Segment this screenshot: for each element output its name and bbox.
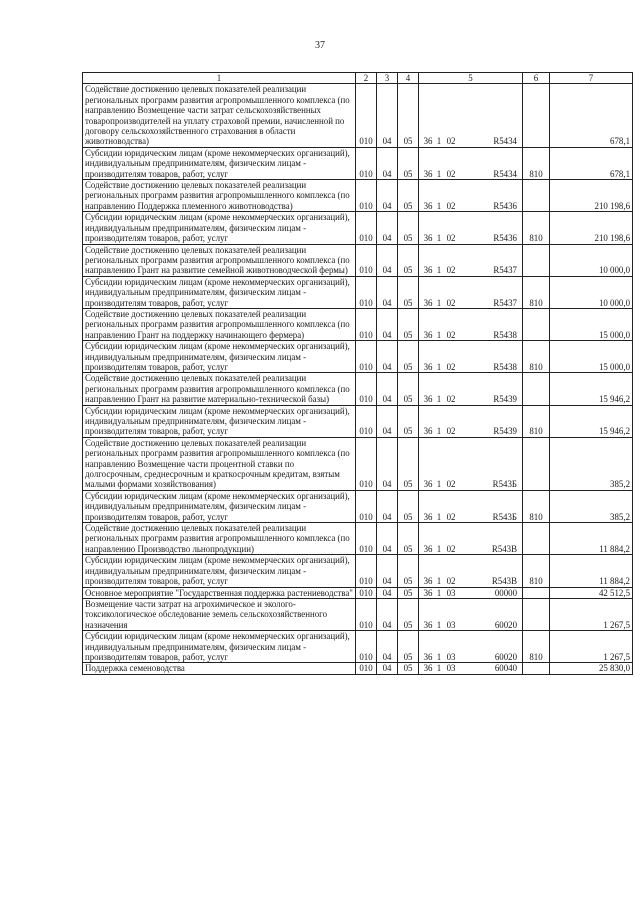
- row-g4: 05: [398, 212, 419, 244]
- row-sum: 385,2: [550, 490, 633, 522]
- header-col-1: 1: [83, 73, 356, 84]
- code-part-c3: 02: [446, 479, 456, 490]
- row-vr: [523, 180, 550, 212]
- header-col-5: 5: [419, 73, 523, 84]
- code-part-c2: 1: [436, 587, 442, 598]
- table-row: [83, 663, 633, 674]
- row-g4: 05: [398, 341, 419, 373]
- code-part-c4: R5434: [493, 168, 517, 179]
- row-name: Субсидии юридическим лицам (кроме некоммерческих организаций), индивидуальным предпринимателям, физическим лицам - производителям товаров, работ, услуг: [83, 405, 356, 437]
- row-name: Содействие достижению целевых показателей реализации региональных программ развития агропромышленного комплекса (по направлению Грант на развитие материально-технической базы): [83, 373, 356, 405]
- code-part-c4: 60020: [494, 619, 517, 630]
- code-part-c3: 02: [446, 233, 456, 244]
- code-part-c1: 36: [423, 619, 433, 630]
- header-row: [83, 73, 633, 84]
- row-g4: 05: [398, 555, 419, 587]
- row-g4: 05: [398, 490, 419, 522]
- header-col-4: 4: [398, 73, 419, 84]
- code-part-c4: R5439: [493, 426, 517, 437]
- code-part-c4: R5438: [493, 361, 517, 372]
- row-g4: 05: [398, 373, 419, 405]
- row-code: [419, 341, 523, 373]
- row-g3: 04: [377, 555, 398, 587]
- row-g2: 010: [356, 631, 377, 663]
- row-vr: [523, 373, 550, 405]
- code-part-c2: 1: [436, 619, 442, 630]
- row-g2: 010: [356, 180, 377, 212]
- row-name: Субсидии юридическим лицам (кроме некоммерческих организаций), индивидуальным предпринимателям, физическим лицам - производителям товаров, работ, услуг: [83, 147, 356, 179]
- code-part-c4: R543Б: [492, 479, 517, 490]
- table-row: [83, 341, 633, 373]
- code-part-c1: 36: [423, 651, 433, 662]
- code-part-c3: 02: [446, 511, 456, 522]
- row-g2: 010: [356, 405, 377, 437]
- row-g3: 04: [377, 244, 398, 276]
- row-sum: 42 512,5: [550, 587, 633, 598]
- row-sum: 678,1: [550, 84, 633, 147]
- code-part-c1: 36: [423, 361, 433, 372]
- row-g4: 05: [398, 631, 419, 663]
- row-g2: 010: [356, 276, 377, 308]
- row-sum: 678,1: [550, 147, 633, 179]
- row-g3: 04: [377, 373, 398, 405]
- row-sum: 10 000,0: [550, 244, 633, 276]
- code-part-c1: 36: [423, 394, 433, 405]
- row-g4: 05: [398, 437, 419, 490]
- code-part-c1: 36: [423, 426, 433, 437]
- header-col-2: 2: [356, 73, 377, 84]
- row-vr: [523, 587, 550, 598]
- row-code: [419, 147, 523, 179]
- row-code: [419, 490, 523, 522]
- row-g4: 05: [398, 663, 419, 674]
- row-g4: 05: [398, 405, 419, 437]
- row-vr: [523, 663, 550, 674]
- code-part-c4: R5439: [493, 394, 517, 405]
- row-code: [419, 244, 523, 276]
- row-g3: 04: [377, 598, 398, 630]
- code-part-c4: R5438: [493, 329, 517, 340]
- code-part-c4: R5437: [493, 297, 517, 308]
- row-sum: 15 946,2: [550, 405, 633, 437]
- row-g2: 010: [356, 341, 377, 373]
- row-g4: 05: [398, 587, 419, 598]
- table-row: [83, 598, 633, 630]
- row-sum: 15 946,2: [550, 373, 633, 405]
- row-code: [419, 405, 523, 437]
- row-code: [419, 276, 523, 308]
- header-col-3: 3: [377, 73, 398, 84]
- code-part-c4: R543Б: [492, 511, 517, 522]
- row-vr: [523, 598, 550, 630]
- row-name: Содействие достижению целевых показателей реализации региональных программ развития агропромышленного комплекса (по направлению Возмещение части затрат сельскохозяйственных товаропроизводителей на уплату страховой премии, начисленной по договору сельскохозяйственного страхования в области животноводства): [83, 84, 356, 147]
- row-g2: 010: [356, 147, 377, 179]
- table-row: [83, 180, 633, 212]
- row-g2: 010: [356, 598, 377, 630]
- header-col-7: 7: [550, 73, 633, 84]
- row-sum: 210 198,6: [550, 180, 633, 212]
- code-part-c4: R5436: [493, 200, 517, 211]
- code-part-c1: 36: [423, 543, 433, 554]
- row-vr: 810: [523, 212, 550, 244]
- row-vr: [523, 84, 550, 147]
- code-part-c1: 36: [423, 329, 433, 340]
- code-part-c3: 03: [446, 663, 456, 674]
- row-vr: [523, 523, 550, 555]
- row-vr: 810: [523, 147, 550, 179]
- table-row: [83, 373, 633, 405]
- code-part-c4: R5434: [493, 136, 517, 147]
- row-code: [419, 598, 523, 630]
- row-vr: 810: [523, 341, 550, 373]
- row-vr: [523, 244, 550, 276]
- code-part-c2: 1: [436, 576, 442, 587]
- row-sum: 1 267,5: [550, 631, 633, 663]
- row-g3: 04: [377, 663, 398, 674]
- code-part-c2: 1: [436, 479, 442, 490]
- row-name: Поддержка семеноводства: [83, 663, 356, 674]
- row-name: Содействие достижению целевых показателей реализации региональных программ развития агропромышленного комплекса (по направлению Поддержка племенного животноводства): [83, 180, 356, 212]
- row-g3: 04: [377, 587, 398, 598]
- row-code: [419, 308, 523, 340]
- row-g3: 04: [377, 147, 398, 179]
- code-part-c3: 02: [446, 168, 456, 179]
- row-vr: 810: [523, 631, 550, 663]
- row-g3: 04: [377, 490, 398, 522]
- row-g2: 010: [356, 663, 377, 674]
- code-part-c2: 1: [436, 297, 442, 308]
- code-part-c4: R5437: [493, 265, 517, 276]
- row-g2: 010: [356, 523, 377, 555]
- row-g2: 010: [356, 212, 377, 244]
- code-part-c3: 02: [446, 136, 456, 147]
- table-row: [83, 523, 633, 555]
- row-vr: 810: [523, 555, 550, 587]
- page-number: 37: [315, 40, 325, 51]
- code-part-c3: 02: [446, 297, 456, 308]
- code-part-c2: 1: [436, 394, 442, 405]
- code-part-c3: 02: [446, 426, 456, 437]
- table-row: [83, 276, 633, 308]
- row-code: [419, 555, 523, 587]
- code-part-c3: 02: [446, 394, 456, 405]
- row-g3: 04: [377, 84, 398, 147]
- row-g2: 010: [356, 555, 377, 587]
- row-sum: 1 267,5: [550, 598, 633, 630]
- code-part-c2: 1: [436, 200, 442, 211]
- budget-table: [82, 72, 633, 675]
- row-code: [419, 523, 523, 555]
- header-col-6: 6: [523, 73, 550, 84]
- code-part-c4: 00000: [494, 587, 517, 598]
- row-g3: 04: [377, 631, 398, 663]
- code-part-c2: 1: [436, 168, 442, 179]
- row-code: [419, 84, 523, 147]
- row-g4: 05: [398, 276, 419, 308]
- table-row: [83, 555, 633, 587]
- row-g3: 04: [377, 308, 398, 340]
- row-g4: 05: [398, 523, 419, 555]
- table-row: [83, 244, 633, 276]
- code-part-c3: 02: [446, 576, 456, 587]
- row-g3: 04: [377, 341, 398, 373]
- code-part-c4: 60040: [494, 663, 517, 674]
- row-code: [419, 663, 523, 674]
- code-part-c1: 36: [423, 576, 433, 587]
- row-g3: 04: [377, 437, 398, 490]
- row-code: [419, 373, 523, 405]
- row-g2: 010: [356, 587, 377, 598]
- table-row: [83, 587, 633, 598]
- code-part-c4: R543В: [491, 576, 517, 587]
- row-vr: [523, 308, 550, 340]
- code-part-c2: 1: [436, 426, 442, 437]
- row-sum: 15 000,0: [550, 341, 633, 373]
- row-g3: 04: [377, 523, 398, 555]
- table-row: [83, 631, 633, 663]
- row-g3: 04: [377, 180, 398, 212]
- code-part-c2: 1: [436, 265, 442, 276]
- row-code: [419, 587, 523, 598]
- code-part-c3: 02: [446, 265, 456, 276]
- row-name: Субсидии юридическим лицам (кроме некоммерческих организаций), индивидуальным предпринимателям, физическим лицам - производителям товаров, работ, услуг: [83, 276, 356, 308]
- row-code: [419, 180, 523, 212]
- row-g4: 05: [398, 598, 419, 630]
- row-vr: 810: [523, 405, 550, 437]
- row-name: Субсидии юридическим лицам (кроме некоммерческих организаций), индивидуальным предпринимателям, физическим лицам - производителям товаров, работ, услуг: [83, 631, 356, 663]
- code-part-c2: 1: [436, 651, 442, 662]
- code-part-c3: 03: [446, 619, 456, 630]
- table-row: [83, 308, 633, 340]
- table-row: [83, 212, 633, 244]
- table-row: [83, 405, 633, 437]
- table-row: [83, 147, 633, 179]
- table-body: [83, 73, 633, 675]
- row-sum: 11 884,2: [550, 523, 633, 555]
- code-part-c3: 03: [446, 587, 456, 598]
- row-vr: 810: [523, 276, 550, 308]
- row-name: Основное мероприятие "Государственная поддержка растениеводства": [83, 587, 356, 598]
- code-part-c3: 03: [446, 651, 456, 662]
- code-part-c2: 1: [436, 543, 442, 554]
- code-part-c2: 1: [436, 136, 442, 147]
- table-row: [83, 84, 633, 147]
- row-g4: 05: [398, 147, 419, 179]
- row-g3: 04: [377, 212, 398, 244]
- code-part-c3: 02: [446, 329, 456, 340]
- row-g2: 010: [356, 308, 377, 340]
- row-name: Содействие достижению целевых показателей реализации региональных программ развития агропромышленного комплекса (по направлению Производство льнопродукции): [83, 523, 356, 555]
- code-part-c1: 36: [423, 587, 433, 598]
- table-row: [83, 437, 633, 490]
- code-part-c4: R543В: [491, 543, 517, 554]
- row-g3: 04: [377, 276, 398, 308]
- row-name: Субсидии юридическим лицам (кроме некоммерческих организаций), индивидуальным предпринимателям, физическим лицам - производителям товаров, работ, услуг: [83, 490, 356, 522]
- table-row: [83, 490, 633, 522]
- code-part-c2: 1: [436, 511, 442, 522]
- code-part-c1: 36: [423, 136, 433, 147]
- row-g2: 010: [356, 437, 377, 490]
- row-g4: 05: [398, 244, 419, 276]
- code-part-c4: 60020: [494, 651, 517, 662]
- row-sum: 385,2: [550, 437, 633, 490]
- code-part-c1: 36: [423, 479, 433, 490]
- code-part-c1: 36: [423, 511, 433, 522]
- row-name: Субсидии юридическим лицам (кроме некоммерческих организаций), индивидуальным предпринимателям, физическим лицам - производителям товаров, работ, услуг: [83, 555, 356, 587]
- row-code: [419, 437, 523, 490]
- code-part-c2: 1: [436, 663, 442, 674]
- row-g2: 010: [356, 373, 377, 405]
- row-g4: 05: [398, 84, 419, 147]
- row-sum: 15 000,0: [550, 308, 633, 340]
- row-code: [419, 212, 523, 244]
- row-vr: [523, 437, 550, 490]
- code-part-c1: 36: [423, 663, 433, 674]
- row-name: Содействие достижению целевых показателей реализации региональных программ развития агропромышленного комплекса (по направлению Грант на развитие семейной животноводческой фермы): [83, 244, 356, 276]
- code-part-c3: 02: [446, 543, 456, 554]
- code-part-c2: 1: [436, 233, 442, 244]
- row-name: Содействие достижению целевых показателей реализации региональных программ развития агропромышленного комплекса (по направлению Грант на поддержку начинающего фермера): [83, 308, 356, 340]
- row-g2: 010: [356, 84, 377, 147]
- code-part-c1: 36: [423, 265, 433, 276]
- row-g3: 04: [377, 405, 398, 437]
- code-part-c3: 02: [446, 361, 456, 372]
- code-part-c1: 36: [423, 200, 433, 211]
- code-part-c2: 1: [436, 361, 442, 372]
- row-vr: 810: [523, 490, 550, 522]
- row-code: [419, 631, 523, 663]
- row-name: Субсидии юридическим лицам (кроме некоммерческих организаций), индивидуальным предпринимателям, физическим лицам - производителям товаров, работ, услуг: [83, 212, 356, 244]
- row-sum: 25 830,0: [550, 663, 633, 674]
- row-name: Субсидии юридическим лицам (кроме некоммерческих организаций), индивидуальным предпринимателям, физическим лицам - производителям товаров, работ, услуг: [83, 341, 356, 373]
- row-name: Содействие достижению целевых показателей реализации региональных программ развития агропромышленного комплекса (по направлению Возмещение части процентной ставки по долгосрочным, среднесрочным и краткосрочным кредитам, взятым малыми формами хозяйствования): [83, 437, 356, 490]
- code-part-c2: 1: [436, 329, 442, 340]
- row-sum: 11 884,2: [550, 555, 633, 587]
- row-g2: 010: [356, 244, 377, 276]
- row-name: Возмещение части затрат на агрохимическое и эколого-токсикологическое обследование земель сельскохозяйственного назначения: [83, 598, 356, 630]
- code-part-c3: 02: [446, 200, 456, 211]
- row-sum: 210 198,6: [550, 212, 633, 244]
- code-part-c4: R5436: [493, 233, 517, 244]
- code-part-c1: 36: [423, 297, 433, 308]
- row-sum: 10 000,0: [550, 276, 633, 308]
- row-g4: 05: [398, 308, 419, 340]
- row-g4: 05: [398, 180, 419, 212]
- code-part-c1: 36: [423, 168, 433, 179]
- code-part-c1: 36: [423, 233, 433, 244]
- row-g2: 010: [356, 490, 377, 522]
